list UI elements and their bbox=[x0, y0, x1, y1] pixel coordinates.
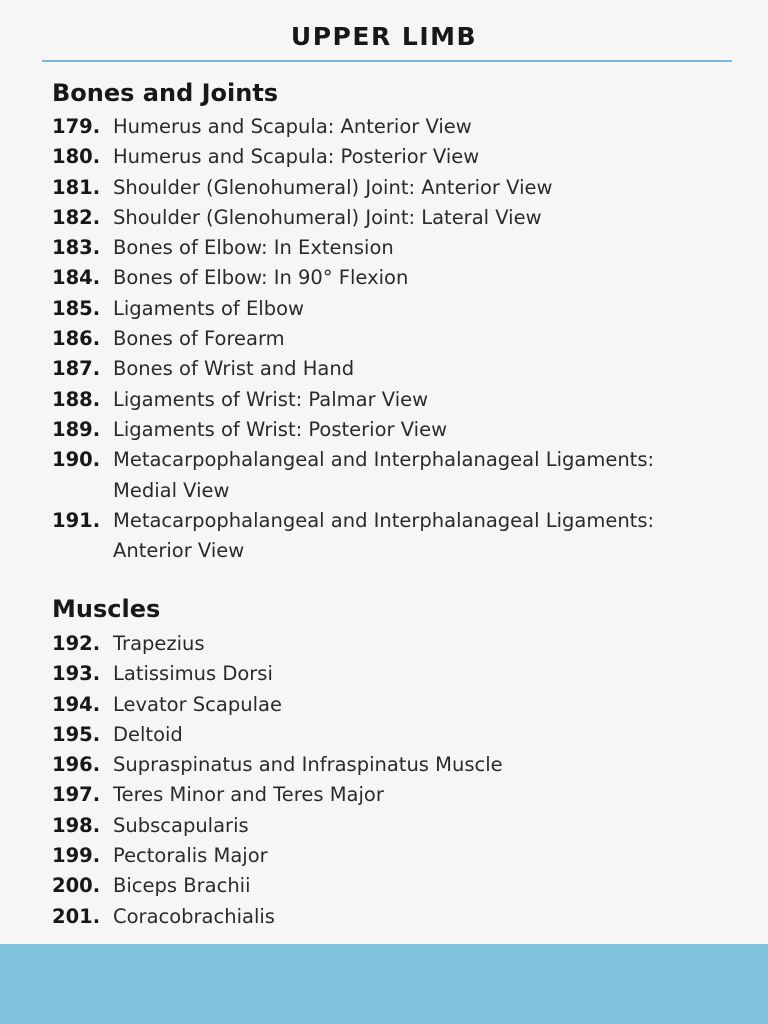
entry-number: 187. bbox=[52, 357, 101, 381]
entry-number: 193. bbox=[52, 662, 101, 686]
entry-number: 184. bbox=[52, 266, 101, 290]
entry-title: Humerus and Scapula: Posterior View bbox=[113, 145, 480, 169]
list-item bbox=[52, 415, 683, 445]
list-item bbox=[52, 780, 683, 810]
list-item bbox=[52, 445, 683, 506]
entry-number: 182. bbox=[52, 205, 101, 229]
entry-number: 194. bbox=[52, 692, 101, 716]
entry-title: Metacarpophalangeal and Interphalanageal Ligaments: Medial View bbox=[113, 448, 655, 502]
list-item bbox=[52, 385, 683, 415]
entry-number: 201. bbox=[52, 904, 101, 928]
list-item bbox=[52, 629, 683, 659]
entry-title: Trapezius bbox=[113, 632, 205, 655]
entry-title: Subscapularis bbox=[113, 813, 249, 837]
list-item bbox=[52, 233, 683, 263]
entry-number: 186. bbox=[52, 327, 101, 351]
entry-title: Levator Scapulae bbox=[113, 692, 282, 716]
entry-title: Ligaments of Elbow bbox=[113, 296, 304, 320]
section-heading-bones-and-joints: Bones and Joints bbox=[52, 79, 279, 107]
list-item bbox=[52, 142, 683, 172]
entry-title: Bones of Elbow: In Extension bbox=[113, 236, 394, 260]
entry-title: Bones of Forearm bbox=[113, 327, 285, 351]
entry-number: 199. bbox=[52, 844, 101, 868]
list-item bbox=[52, 750, 683, 780]
footer-band bbox=[0, 944, 768, 1024]
entry-number: 196. bbox=[52, 753, 101, 777]
list-item bbox=[52, 203, 683, 233]
list-item bbox=[52, 324, 683, 354]
entry-title: Pectoralis Major bbox=[113, 844, 268, 868]
entry-number: 191. bbox=[52, 508, 101, 532]
entry-title: Metacarpophalangeal and Interphalanageal Ligaments: Anterior View bbox=[113, 508, 655, 563]
entry-number: 195. bbox=[52, 722, 101, 746]
entry-title: Shoulder (Glenohumeral) Joint: Anterior View bbox=[113, 175, 553, 199]
entry-number: 189. bbox=[52, 417, 101, 441]
entry-title: Ligaments of Wrist: Palmar View bbox=[113, 387, 429, 411]
entry-title: Biceps Brachii bbox=[113, 874, 251, 898]
entry-number: 179. bbox=[52, 115, 101, 138]
list-item bbox=[52, 112, 683, 142]
entry-number: 198. bbox=[52, 813, 101, 837]
entry-number: 188. bbox=[52, 387, 101, 411]
list-item bbox=[52, 811, 683, 841]
list-item bbox=[52, 841, 683, 871]
entry-number: 181. bbox=[52, 175, 101, 199]
section-heading-muscles: Muscles bbox=[52, 595, 161, 623]
entry-title: Ligaments of Wrist: Posterior View bbox=[113, 417, 448, 441]
entry-number: 200. bbox=[52, 874, 101, 898]
list-item bbox=[52, 690, 683, 720]
list-item bbox=[52, 263, 683, 293]
list-item bbox=[52, 294, 683, 324]
list-item bbox=[52, 871, 683, 901]
entry-number: 192. bbox=[52, 632, 101, 655]
list-item bbox=[52, 354, 683, 384]
entry-title: Bones of Wrist and Hand bbox=[113, 357, 355, 381]
entry-title: Deltoid bbox=[113, 722, 183, 746]
entry-number: 190. bbox=[52, 448, 101, 472]
list-item bbox=[52, 173, 683, 203]
entry-number: 183. bbox=[52, 236, 101, 260]
entry-title: Teres Minor and Teres Major bbox=[113, 783, 384, 807]
list-item bbox=[52, 659, 683, 689]
entry-title: Shoulder (Glenohumeral) Joint: Lateral View bbox=[113, 205, 542, 229]
page-title: UPPER LIMB bbox=[290, 22, 478, 51]
entry-number: 180. bbox=[52, 145, 101, 169]
entry-title: Supraspinatus and Infraspinatus Muscle bbox=[113, 753, 503, 777]
entry-title: Latissimus Dorsi bbox=[113, 662, 273, 686]
entry-title: Bones of Elbow: In 90° Flexion bbox=[113, 266, 409, 290]
list-item bbox=[52, 902, 683, 932]
entry-number: 197. bbox=[52, 783, 101, 807]
list-item bbox=[52, 720, 683, 750]
bones-and-joints-list bbox=[52, 112, 683, 566]
list-item bbox=[52, 506, 683, 567]
entry-title: Humerus and Scapula: Anterior View bbox=[113, 115, 472, 138]
entry-title: Coracobrachialis bbox=[113, 904, 275, 928]
entry-number: 185. bbox=[52, 296, 101, 320]
muscles-list bbox=[52, 629, 683, 932]
title-divider bbox=[42, 60, 732, 62]
